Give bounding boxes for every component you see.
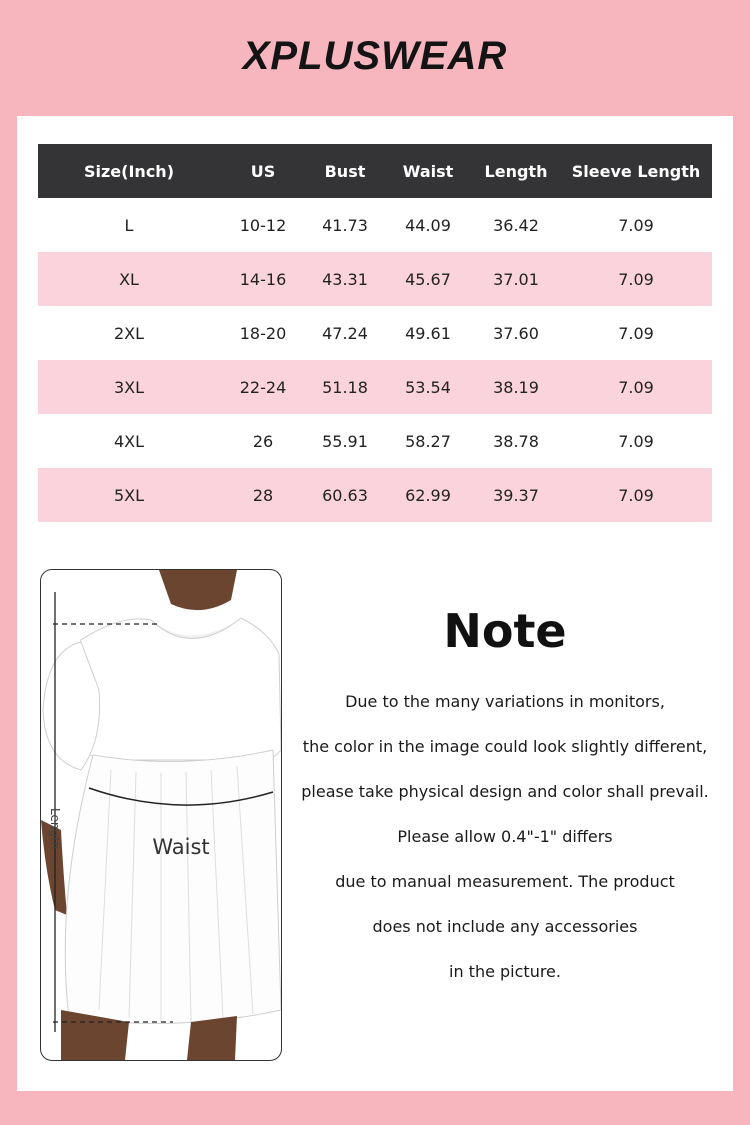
cell-waist: 53.54 [384, 360, 472, 414]
cell-size: 3XL [38, 360, 220, 414]
cell-us: 14-16 [220, 252, 306, 306]
table-header-row [38, 144, 712, 198]
cell-sleeve: 7.09 [560, 360, 712, 414]
cell-us: 10-12 [239, 215, 287, 235]
cell-sleeve: 7.09 [560, 252, 712, 306]
cell-size: 4XL [113, 431, 145, 451]
header-bust: Bust [306, 144, 384, 198]
cell-size: XL [38, 252, 220, 306]
cell-length: 38.78 [493, 431, 539, 451]
cell-bust: 47.24 [322, 323, 368, 343]
table-row [38, 468, 712, 522]
cell-size: 5XL [38, 468, 220, 522]
size-chart-panel [17, 116, 733, 1091]
waist-label: Waist [152, 835, 210, 859]
cell-length: 39.37 [472, 468, 560, 522]
garment-measurement-figure [40, 569, 282, 1061]
note-text [297, 679, 713, 994]
cell-us: 22-24 [220, 360, 306, 414]
cell-waist: 62.99 [384, 468, 472, 522]
cell-us: 18-20 [239, 323, 287, 343]
cell-bust: 43.31 [306, 252, 384, 306]
note-line: does not include any accessories [372, 917, 638, 936]
size-table [38, 144, 712, 522]
cell-length: 38.19 [472, 360, 560, 414]
table-row [38, 360, 712, 414]
table-row [38, 306, 712, 360]
note-line: in the picture. [449, 962, 561, 981]
note-line: Please allow 0.4"-1" differs [397, 827, 613, 846]
cell-size: 2XL [113, 323, 145, 343]
cell-us: 26 [252, 431, 274, 451]
cell-length: 37.01 [472, 252, 560, 306]
brand-logo: XPLUSWEAR [242, 34, 508, 78]
note-title: Note [443, 604, 567, 658]
dress-illustration [41, 570, 281, 1060]
cell-waist: 49.61 [405, 323, 451, 343]
table-row [38, 414, 712, 468]
model-leg-right [187, 1016, 237, 1060]
note-line: due to manual measurement. The product [335, 872, 675, 891]
header-us: US [220, 144, 306, 198]
note-line: the color in the image could look slightly different, [302, 737, 708, 756]
cell-sleeve: 7.09 [618, 323, 654, 343]
cell-sleeve: 7.09 [618, 215, 654, 235]
cell-length: 36.42 [493, 215, 539, 235]
table-row [38, 252, 712, 306]
header-waist: Waist [384, 144, 472, 198]
note-line: Due to the many variations in monitors, [345, 692, 665, 711]
table-row [38, 198, 712, 252]
cell-length: 37.60 [493, 323, 539, 343]
note-line: please take physical design and color shall prevail. [301, 782, 709, 801]
cell-waist: 45.67 [384, 252, 472, 306]
cell-bust: 51.18 [306, 360, 384, 414]
header-length: Length [472, 144, 560, 198]
cell-sleeve: 7.09 [560, 468, 712, 522]
model-neck [159, 570, 237, 610]
header-sleeve-length: Sleeve Length [560, 144, 712, 198]
cell-us: 28 [220, 468, 306, 522]
cell-bust: 60.63 [306, 468, 384, 522]
length-label: Length [48, 808, 62, 850]
cell-sleeve: 7.09 [618, 431, 654, 451]
cell-bust: 55.91 [322, 431, 368, 451]
cell-waist: 58.27 [405, 431, 451, 451]
header-size: Size(Inch) [38, 144, 220, 198]
cell-waist: 44.09 [405, 215, 451, 235]
cell-bust: 41.73 [322, 215, 368, 235]
cell-size: L [124, 215, 134, 235]
